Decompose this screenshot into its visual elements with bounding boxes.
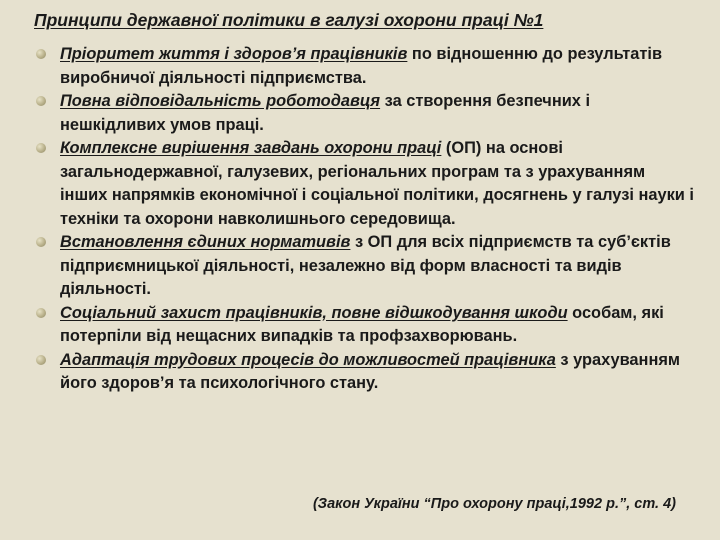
bullet-icon [36,308,46,318]
principle-key: Адаптація трудових процесів до можливостей працівника [60,350,556,369]
principle-text: з ОП для всіх підприємств та суб’єктів підприємницької діяльності, незалежно від форм власності та видів діяльності. [60,233,671,298]
principles-list [34,43,696,396]
principle-key: Встановлення єдиних нормативів [60,233,351,251]
list-item [34,349,696,396]
bullet-icon [36,143,46,153]
list-item [34,302,696,349]
list-item [34,231,696,302]
principle-text: з урахуванням його здоров’я та психологічного стану. [60,350,681,392]
principle-key: Пріоритет життя і здоров’я працівників [60,45,408,63]
bullet-icon [36,355,46,365]
principle-text: за створення безпечних і нешкідливих умов праці. [60,92,591,134]
principle-text: по відношенню до результатів виробничої діяльності підприємства. [60,45,663,87]
principle-text: особам, які потерпіли від нещасних випадків та профзахворювань. [60,303,664,345]
list-item [34,137,696,231]
bullet-icon [36,237,46,247]
bullet-icon [36,96,46,106]
slide-title: Принципи державної політики в галузі охорони праці №1 [34,10,544,30]
principle-key: Комплексне вирішення завдань охорони праці [60,139,442,157]
bullet-icon [36,49,46,59]
principle-key: Соціальний захист працівників, повне відшкодування шкоди [60,303,568,322]
source-citation: (Закон України “Про охорону праці,1992 р.”, ст. 4) [312,496,676,512]
list-item [34,90,696,137]
principle-text: (ОП) на основі загальнодержавної, галузевих, регіональних програм та з урахуванням інших напрямків економічної і соціальної політики, досягнень у галузі науки і техніки та охорони навколишнього середовища. [60,139,694,228]
principle-key: Повна відповідальність роботодавця [60,92,381,110]
list-item [34,43,696,90]
